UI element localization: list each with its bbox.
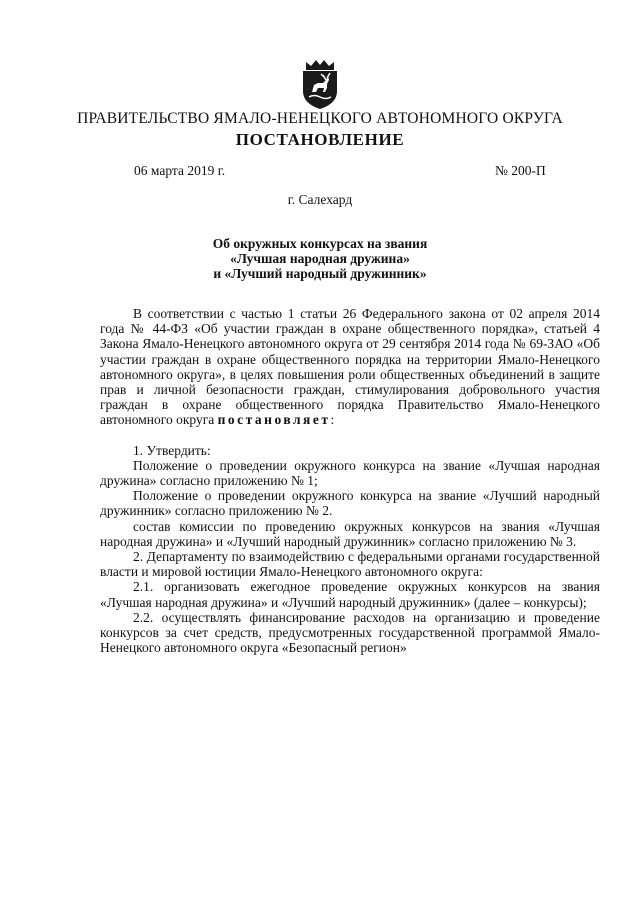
coat-of-arms-emblem — [296, 58, 344, 110]
document-number: № 200-П — [495, 163, 546, 178]
resolves-word: постановляет — [217, 412, 331, 428]
document-place: г. Салехард — [287, 192, 353, 207]
item-1: 1. Утвердить: — [133, 442, 211, 458]
document-title — [0, 236, 640, 281]
preamble-paragraph — [100, 306, 600, 428]
document-body — [100, 306, 600, 655]
title-line-2: «Лучшая народная дружина» — [230, 251, 410, 266]
item-2-2: 2.2. осуществлять финансирование расходов на организацию и проведение конкурсов за счет средств, предусмотренных государственной программой Ямало-Ненецкого автономного округа «Безопасный регион» — [100, 609, 600, 656]
item-1-c: состав комиссии по проведению окружных конкурсов на звания «Лучшая народная дружина» и «Лучший народный дружинник» согласно приложению № 3. — [100, 518, 600, 549]
item-1-a: Положение о проведении окружного конкурса на звание «Лучшая народная дружина» согласно приложению № 1; — [100, 457, 600, 489]
government-name: ПРАВИТЕЛЬСТВО ЯМАЛО-НЕНЕЦКОГО АВТОНОМНОГО ОКРУГА — [77, 110, 563, 127]
item-2: 2. Департаменту по взаимодействию с федеральными органами государственной власти и мировой юстиции Ямало-Ненецкого автономного округа: — [100, 549, 600, 580]
preamble-end: : — [330, 412, 335, 428]
item-2-1: 2.1. организовать ежегодное проведение окружных конкурсов на звания «Лучшая народная дружина» и «Лучший народный дружинник» (далее – конкурсы); — [100, 579, 600, 610]
title-line-3: и «Лучший народный дружинник» — [213, 266, 427, 281]
item-1-b: Положение о проведении окружного конкурса на звание «Лучший народный дружинник» согласно приложению № 2. — [100, 488, 600, 519]
title-line-1: Об окружных конкурсах на звания — [212, 236, 428, 251]
preamble-text: В соответствии с частью 1 статьи 26 Федерального закона от 02 апреля 2014 года № 44-ФЗ «Об участии граждан в охране общественного порядка», статьей 4 Закона Ямало-Ненецкого автономного округа от 29 сентября 2014 года № 69-ЗАО «Об участии граждан в охране общественного порядка на территории Ямало-Ненецкого автономного округа», в целях повышения роли общественных объединений в защите прав и личной безопасности граждан, стимулирования добровольного участия граждан в охране общественного порядка Правительство Ямало-Ненецкого автономного округа — [100, 306, 600, 428]
document-date: 06 марта 2019 г. — [134, 163, 226, 178]
document-type: ПОСТАНОВЛЕНИЕ — [235, 130, 405, 149]
